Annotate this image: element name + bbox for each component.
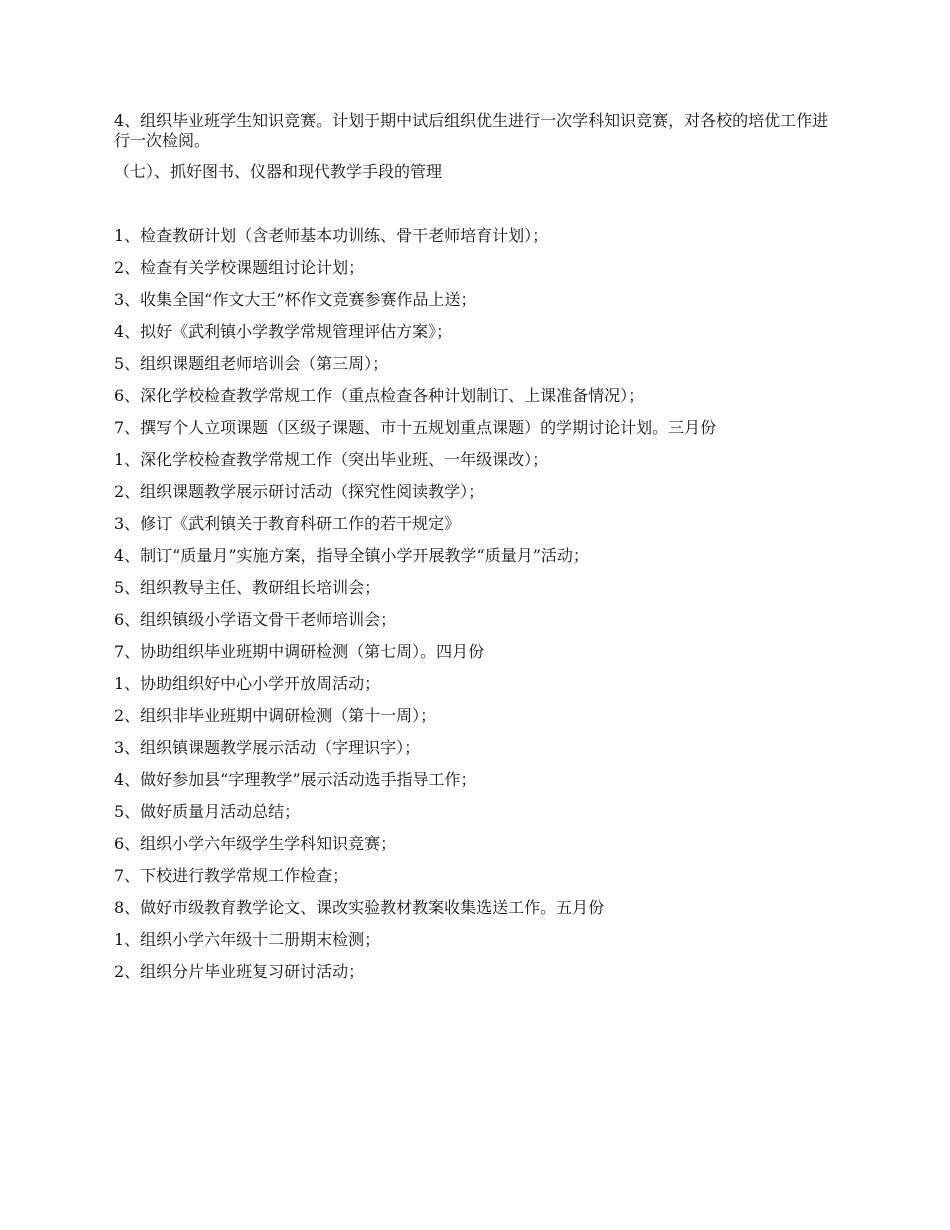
list-item: 4、制订“质量月”实施方案，指导全镇小学开展教学“质量月”活动；	[114, 546, 589, 565]
list-item: 7、撰写个人立项课题（区级子课题、市十五规划重点课题）的学期讨论计划。三月份	[114, 418, 717, 437]
list-item: 6、深化学校检查教学常规工作（重点检查各种计划制订、上课准备情况）；	[114, 386, 645, 405]
list-item: 1、组织小学六年级十二册期末检测；	[114, 930, 381, 949]
list-item: 5、组织课题组老师培训会（第三周）；	[114, 354, 389, 373]
list-item: 1、协助组织好中心小学开放周活动；	[114, 674, 381, 693]
intro-paragraph: 4、组织毕业班学生知识竞赛。计划于期中试后组织优生进行一次学科知识竞赛，对各校的培优工作进行一次检阅。	[114, 111, 829, 150]
list-item: 2、组织课题教学展示研讨活动（探究性阅读教学）；	[114, 482, 485, 501]
list-item: 5、组织教导主任、教研组长培训会；	[114, 578, 381, 597]
list-item: 6、组织镇级小学语文骨干老师培训会；	[114, 610, 397, 629]
list-item: 2、组织分片毕业班复习研讨活动；	[114, 962, 365, 981]
list-item: 7、协助组织毕业班期中调研检测（第七周）。四月份	[114, 642, 485, 661]
list-item: 3、收集全国“作文大王”杯作文竞赛参赛作品上送；	[114, 290, 477, 309]
list-item: 3、组织镇课题教学展示活动（字理识字）；	[114, 738, 421, 757]
list-item: 8、做好市级教育教学论文、课改实验教材教案收集选送工作。五月份	[114, 898, 605, 917]
section-heading: （七）、抓好图书、仪器和现代教学手段的管理	[114, 162, 443, 181]
list-item: 2、检查有关学校课题组讨论计划；	[114, 258, 365, 277]
list-item: 4、拟好《武利镇小学教学常规管理评估方案》；	[114, 322, 453, 341]
list-item: 1、检查教研计划（含老师基本功训练、骨干老师培育计划）；	[114, 226, 549, 245]
list-item: 1、深化学校检查教学常规工作（突出毕业班、一年级课改）；	[114, 450, 549, 469]
document-body	[114, 111, 839, 988]
list-item: 4、做好参加县“字理教学”展示活动选手指导工作；	[114, 770, 477, 789]
list-item: 7、下校进行教学常规工作检查；	[114, 866, 349, 885]
list-item: 3、修订《武利镇关于教育科研工作的若干规定》	[114, 514, 461, 533]
list-item: 2、组织非毕业班期中调研检测（第十一周）；	[114, 706, 437, 725]
task-list	[114, 220, 839, 988]
list-item: 6、组织小学六年级学生学科知识竞赛；	[114, 834, 397, 853]
list-item: 5、做好质量月活动总结；	[114, 802, 301, 821]
